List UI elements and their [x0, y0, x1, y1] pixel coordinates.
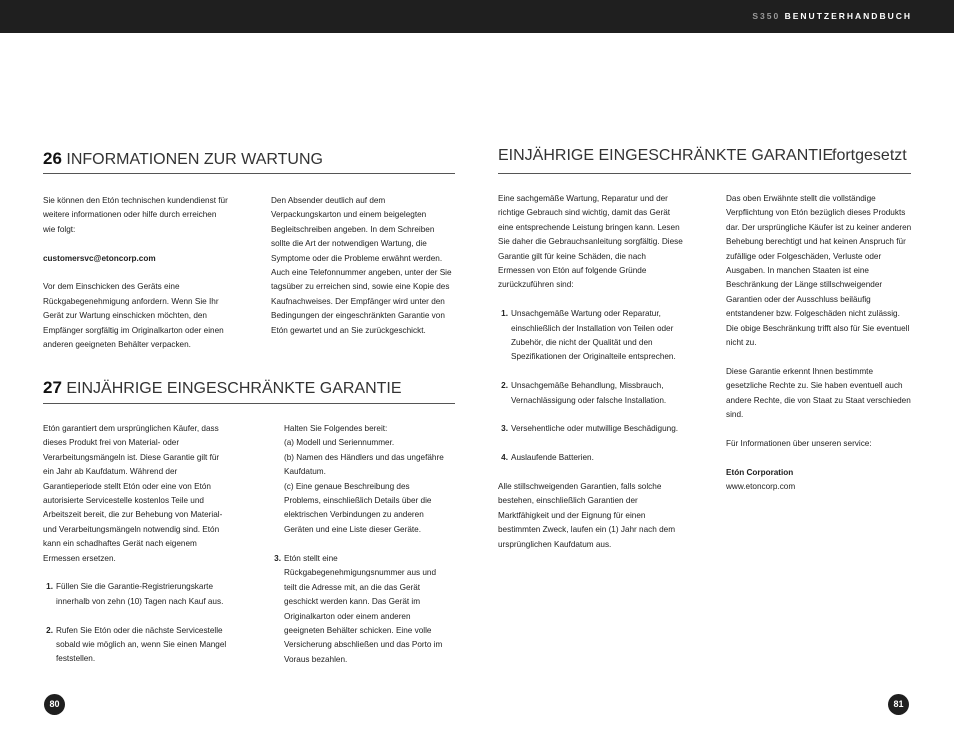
company-website[interactable]: www.etoncorp.com — [726, 482, 796, 492]
list-number: 1. — [501, 309, 508, 319]
list-number: 2. — [501, 381, 508, 391]
list-text: Unsachgemäße Wartung oder Reparatur, einschließlich der Installation von Teilen oder Zubehör, die nicht der Qualität und den Spezifikationen der Originalteile entsprechen. — [511, 309, 676, 362]
section-27-col-2-step-3 — [271, 552, 451, 682]
section-26-title: INFORMATIONEN ZUR WARTUNG — [66, 151, 323, 168]
section-26-col-1 — [43, 194, 228, 367]
warranty-col-1 — [498, 192, 684, 566]
top-header-bar — [0, 0, 954, 33]
section-27-col-2 — [284, 422, 448, 552]
list-text: Rufen Sie Etón oder die nächste Servicestelle sobald wie möglich an, wenn Sie einen Mangel feststellen. — [56, 625, 227, 664]
section-26-number: 26 — [43, 149, 62, 168]
warranty-step-1 — [43, 580, 228, 609]
list-text: Versehentliche oder mutwillige Beschädigung. — [511, 424, 679, 434]
warranty-step-2 — [43, 624, 228, 667]
section-27-heading — [43, 378, 402, 398]
list-text: Etón stellt eine Rückgabegenehmigungsnummer aus und teilt die Adresse mit, an die das Gerät geschickt werden kann. Das Gerät im Originalkarton oder einem anderen geeigneten Behälter schicken. Eine volle Versicherung abschließen und das Porto im Voraus bezahlen. — [284, 554, 443, 664]
manual-name: BENUTZERHANDBUCH — [784, 11, 912, 21]
list-number: 3. — [501, 424, 508, 434]
warranty-continued-heading — [498, 147, 833, 165]
list-text: Füllen Sie die Garantie-Registrierungskarte innerhalb von zehn (10) Tagen nach Kauf aus. — [56, 582, 224, 606]
list-text: Auslaufende Batterien. — [511, 453, 594, 463]
page-number-right: 81 — [888, 694, 909, 715]
continued-text: fortgesetzt — [832, 147, 907, 164]
warranty-title: EINJÄHRIGE EINGESCHRÄNKTE GARANTIE — [498, 147, 834, 164]
section-27-col-1 — [43, 422, 228, 681]
list-text: Unsachgemäße Behandlung, Missbrauch, Vernachlässigung oder falsche Installation. — [511, 381, 667, 405]
continued-label — [832, 147, 907, 165]
implied-warranties-text: Alle stillschweigenden Garantien, falls solche bestehen, einschließlich Garantien der Marktfähigkeit und der Eignung für einen bestimmten Zweck, laufen ein (1) Jahr nach dem ursprünglichen Kaufdatum aus. — [498, 482, 676, 549]
list-number: 3. — [274, 554, 281, 563]
list-number: 1. — [46, 582, 53, 592]
section-27-number: 27 — [43, 378, 62, 397]
prepare-item-a: (a) Modell und Seriennummer. — [284, 438, 395, 448]
prepare-intro: Halten Sie Folgendes bereit: — [284, 424, 388, 433]
service-contact-text: Sie können den Etón technischen kundendienst für weitere informationen oder hilfe durch erreichen wie folgt: — [43, 196, 228, 234]
service-email: customersvc@etoncorp.com — [43, 253, 156, 263]
return-authorization-text: Vor dem Einschicken des Geräts eine Rückgabegenehmigung anfordern. Wenn Sie Ihr Gerät zur Wartung einschicken möchten, den Empfänger sorgfältig im Originalkarton oder einen anderen geeigneten Behälter verpacken. — [43, 282, 224, 350]
page-number-left: 80 — [44, 694, 65, 715]
exclusion-item-4 — [498, 451, 684, 465]
legal-rights-text: Diese Garantie erkennt Ihnen bestimmte gesetzliche Rechte zu. Sie haben eventuell auch andere Rechte, die von Staat zu Staat verschieden sind. — [726, 366, 911, 420]
section-27-title: EINJÄHRIGE EINGESCHRÄNKTE GARANTIE — [66, 380, 402, 397]
warranty-continued-rule — [498, 173, 911, 174]
list-number: 2. — [46, 625, 53, 635]
prepare-item-b: (b) Namen des Händlers und das ungefähre Kaufdatum. — [284, 452, 444, 477]
section-26-heading — [43, 149, 323, 169]
prepare-item-c: (c) Eine genaue Beschreibung des Problems, einschließlich Details über die elektrischen Verbindungen zu anderen Geräten und eine Liste dieser Geräte. — [284, 481, 432, 534]
warranty-step-3 — [271, 552, 451, 667]
company-name: Etón Corporation — [726, 467, 794, 477]
section-27-rule — [43, 403, 455, 404]
liability-text: Das oben Erwähnte stellt die vollständige Verpflichtung von Etón bezüglich dieses Produkts dar. Der ursprüngliche Käufer ist zu keiner anderen Behebung berechtigt und hat keinen Anspruch für zufällige oder Folgeschäden, Verluste oder Ausgaben. In manchen Staaten ist eine Beschränkung der Länge stillschweigender Garantien oder der Ausschluss beiläufig entstandener bzw. Folgeschäden nicht zulässig. Die obige Beschränkung trifft also für Sie eventuell nicht zu. — [726, 194, 912, 348]
shipping-instructions-text: Den Absender deutlich auf dem Verpackungskarton und einem beigelegten Begleitschreiben angeben. In dem Schreiben sollte die Art der notwendigen Wartung, die Symptome oder die Probleme erwähnt werden. Auch eine Telefonnummer angeben, unter der Sie tagsüber zu erreichen sind, sowie eine Kopie des Kaufnachweises. Der Empfänger wird unter den Bedingungen der eingeschränkten Garantie von Etón gewartet und an Sie zurückgeschickt. — [271, 196, 452, 335]
section-26-col-2 — [271, 194, 455, 352]
manual-title — [752, 11, 912, 21]
exclusion-item-1 — [498, 307, 684, 365]
exclusion-item-2 — [498, 379, 684, 408]
section-26-rule — [43, 173, 455, 174]
list-number: 4. — [501, 453, 508, 463]
exclusions-intro-text: Eine sachgemäße Wartung, Reparatur und der richtige Gebrauch sind wichtig, damit das Gerät eine entsprechende Leistung bringen kann. Lesen Sie daher die Gebrauchsanleitung sorgfältig. Diese Garantie gilt für keine Schäden, die nach Ermessen von Etón auf folgende Gründe zurückzuführen sind: — [498, 194, 683, 290]
warranty-col-2 — [726, 192, 912, 494]
exclusion-item-3 — [498, 422, 684, 436]
warranty-intro-text: Etón garantiert dem ursprünglichen Käufer, dass dieses Produkt frei von Material- oder Verarbeitungsmängeln ist. Diese Garantie gilt für ein Jahr ab Kaufdatum. Während der Garantieperiode stellt Etón oder eine von Etón autorisierte Servicestelle kostenlos Teile und Arbeitszeit bereit, die zur Behebung von Material- und Verarbeitungsmängeln notwendig sind. Etón kann ein schadhaftes Gerät nach eigenem Ermessen ersetzen. — [43, 424, 223, 563]
service-info-text: Für Informationen über unseren service: — [726, 438, 872, 448]
model-name: S350 — [752, 11, 781, 21]
